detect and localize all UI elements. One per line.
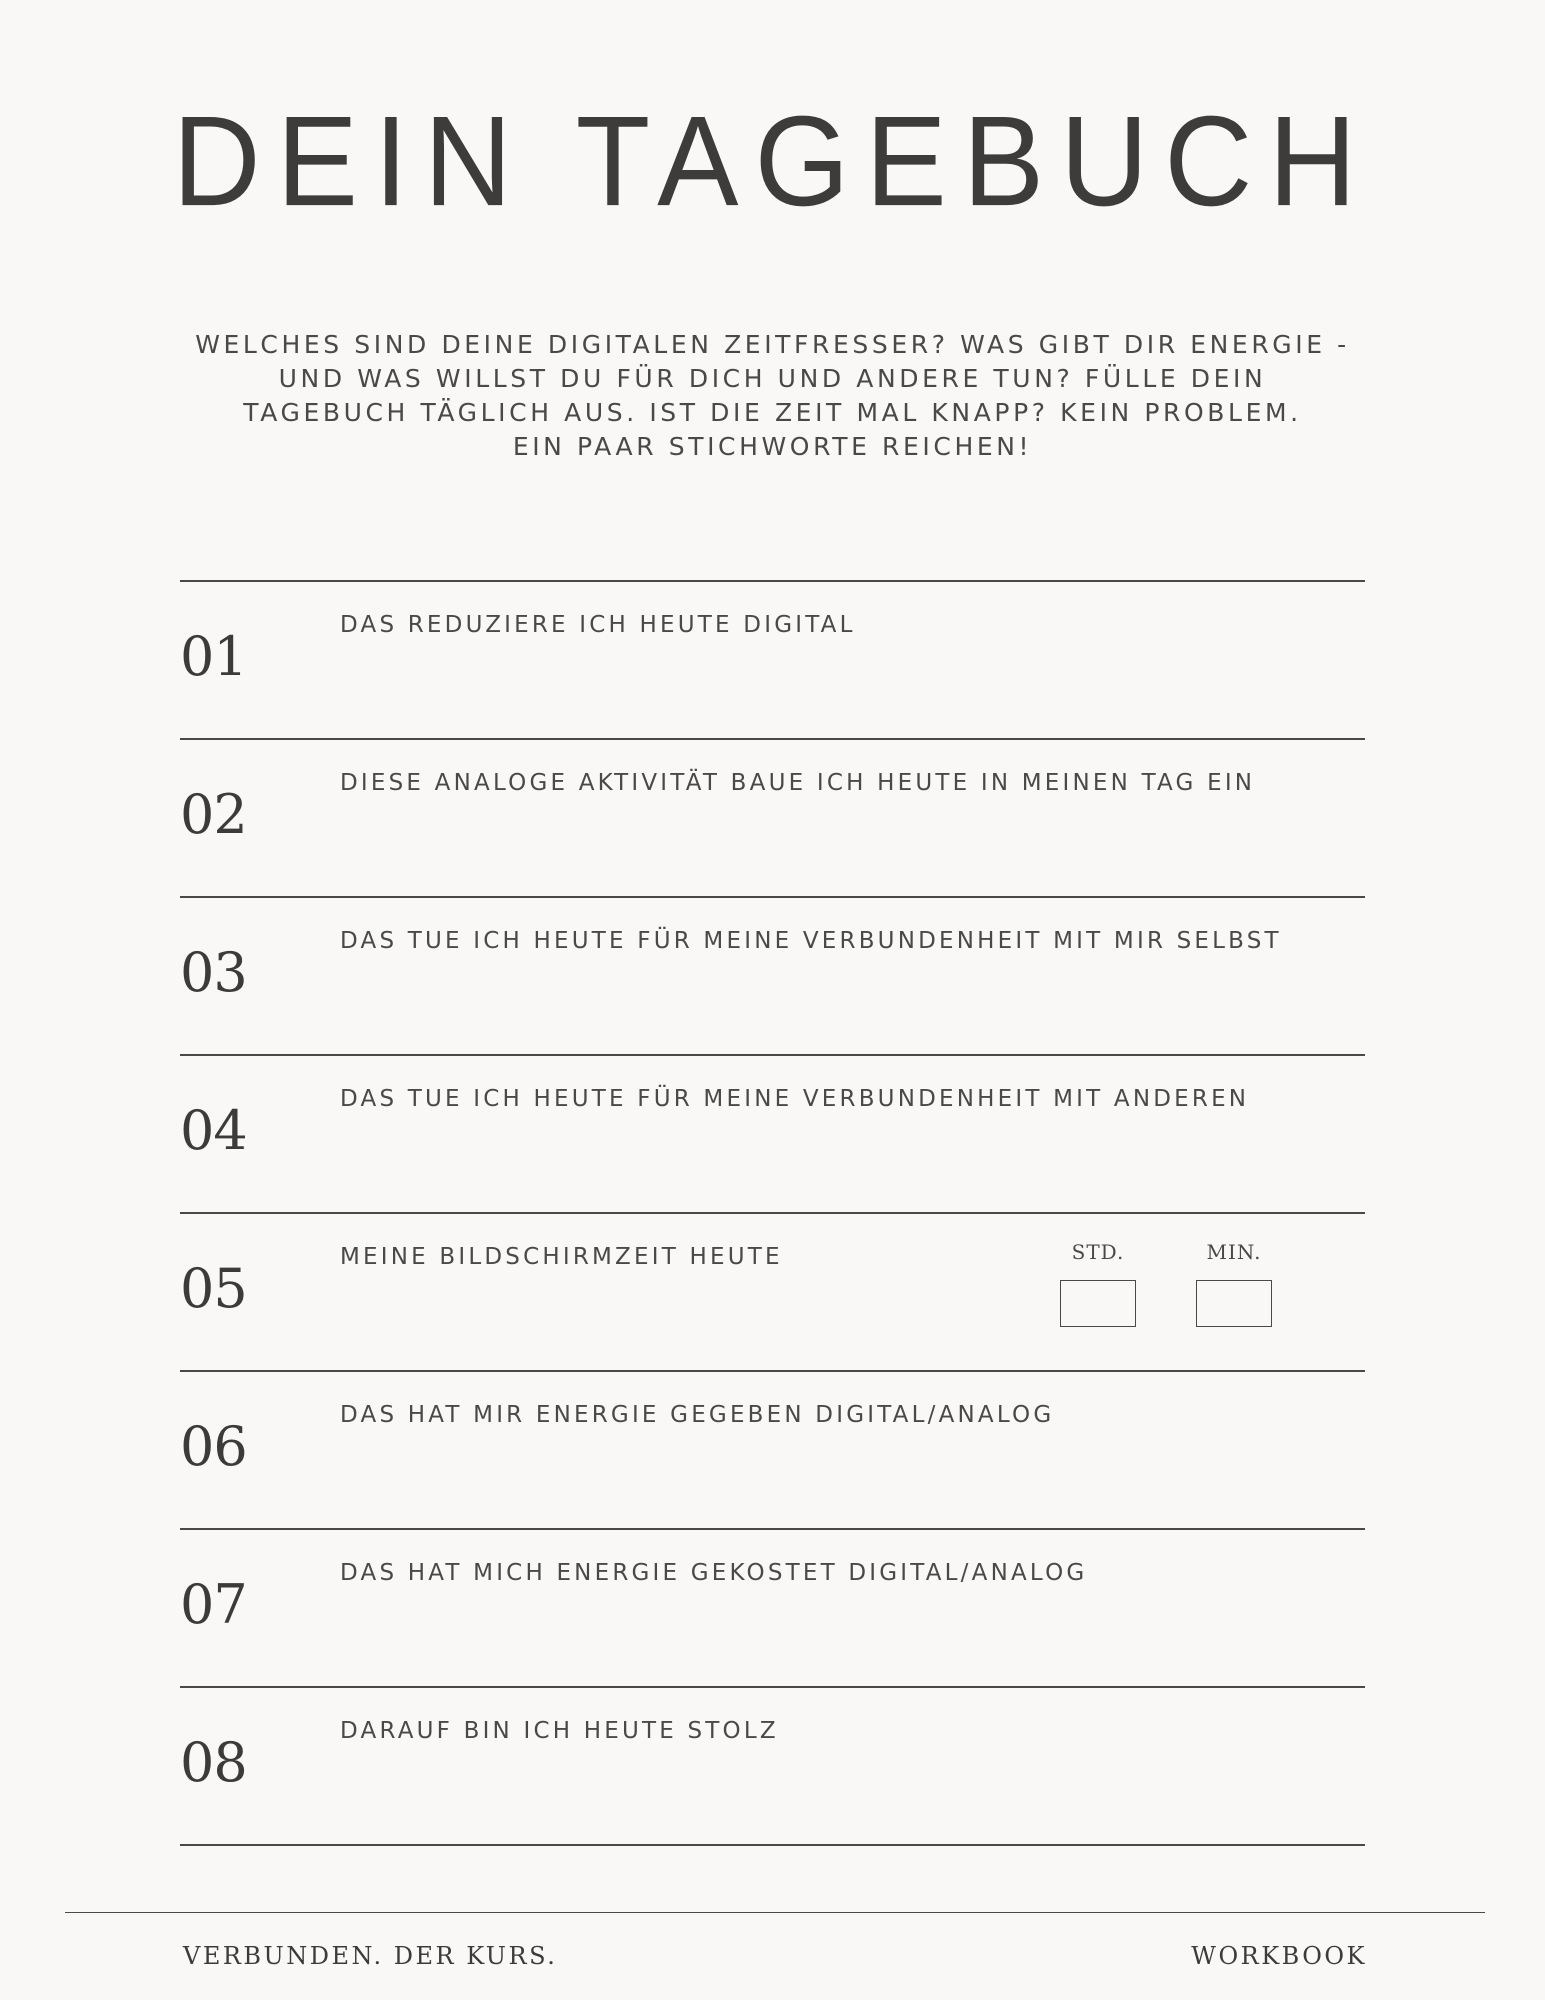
row-number: 06 (180, 1415, 247, 1478)
intro-text (0, 328, 1545, 464)
journal-row-08[interactable] (180, 1686, 1365, 1846)
intro-line: UND WAS WILLST DU FÜR DICH UND ANDERE TUN? FÜLLE DEIN (278, 364, 1267, 393)
row-label: DAS HAT MIR ENERGIE GEGEBEN DIGITAL/ANALOG (340, 1402, 1055, 1428)
journal-row-07[interactable] (180, 1528, 1365, 1686)
intro-line: WELCHES SIND DEINE DIGITALEN ZEITFRESSER? WAS GIBT DIR ENERGIE - (195, 330, 1350, 359)
intro-line: EIN PAAR STICHWORTE REICHEN! (512, 432, 1033, 461)
row-number: 02 (180, 783, 247, 846)
intro-line: TAGEBUCH TÄGLICH AUS. IST DIE ZEIT MAL KNAPP? KEIN PROBLEM. (243, 398, 1302, 427)
journal-row-01[interactable] (180, 580, 1365, 738)
journal-row-05[interactable] (180, 1212, 1365, 1370)
minutes-group (1194, 1240, 1274, 1327)
row-label: DAS TUE ICH HEUTE FÜR MEINE VERBUNDENHEIT MIT ANDEREN (340, 1086, 1250, 1112)
row-number: 05 (180, 1257, 247, 1320)
hours-input[interactable] (1060, 1280, 1136, 1327)
row-label: DIESE ANALOGE AKTIVITÄT BAUE ICH HEUTE IN MEINEN TAG EIN (340, 770, 1256, 796)
row-label: DAS TUE ICH HEUTE FÜR MEINE VERBUNDENHEIT MIT MIR SELBST (340, 928, 1282, 954)
page-title: DEIN TAGEBUCH (172, 89, 1373, 233)
footer-workbook-label: WORKBOOK (1191, 1942, 1367, 1970)
journal-row-02[interactable] (180, 738, 1365, 896)
minutes-label: MIN. (1206, 1240, 1262, 1264)
row-number: 03 (180, 941, 247, 1004)
row-label: DARAUF BIN ICH HEUTE STOLZ (340, 1718, 779, 1744)
minutes-input[interactable] (1196, 1280, 1272, 1327)
journal-row-03[interactable] (180, 896, 1365, 1054)
row-label: MEINE BILDSCHIRMZEIT HEUTE (340, 1244, 783, 1270)
hours-group (1058, 1240, 1138, 1327)
journal-rows (180, 580, 1365, 1846)
row-number: 08 (180, 1731, 247, 1794)
journal-row-04[interactable] (180, 1054, 1365, 1212)
footer-course-name: VERBUNDEN. DER KURS. (183, 1942, 558, 1970)
row-number: 07 (180, 1573, 247, 1636)
journal-row-06[interactable] (180, 1370, 1365, 1528)
hours-label: STD. (1071, 1240, 1125, 1264)
row-number: 04 (180, 1099, 247, 1162)
row-number: 01 (180, 625, 247, 688)
row-label: DAS REDUZIERE ICH HEUTE DIGITAL (340, 612, 856, 638)
footer-divider (65, 1912, 1485, 1913)
row-label: DAS HAT MICH ENERGIE GEKOSTET DIGITAL/ANALOG (340, 1560, 1088, 1586)
